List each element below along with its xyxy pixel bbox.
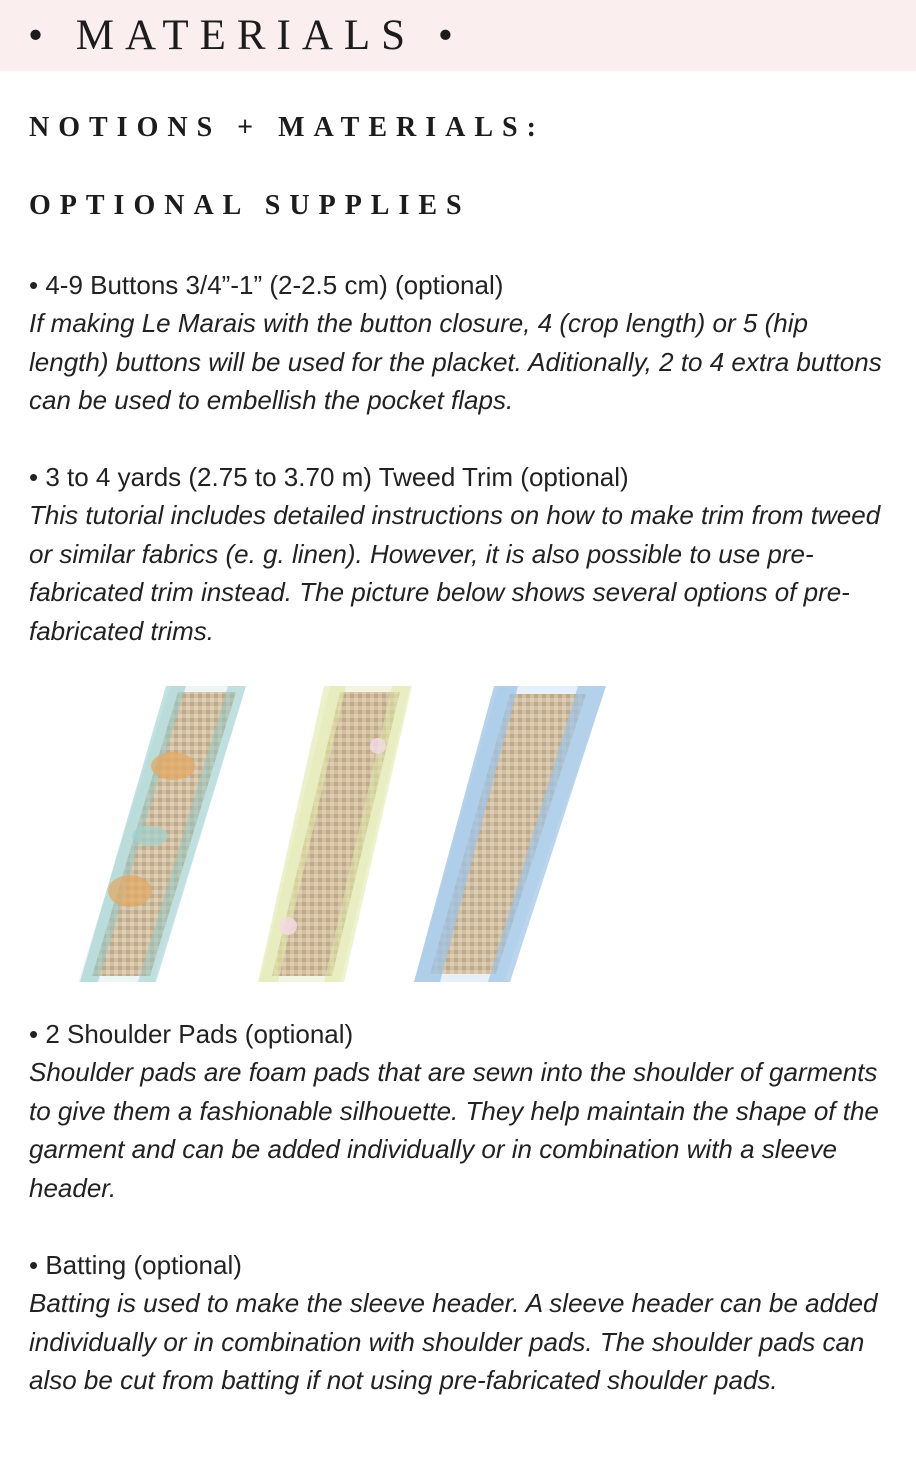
trim-sample-blue	[414, 686, 606, 982]
item-title: • Batting (optional)	[29, 1250, 242, 1280]
section-banner	[0, 0, 916, 71]
list-item-shoulder-pads	[29, 1015, 889, 1207]
item-description: Batting is used to make the sleeve header. A sleeve header can be added individually or in combination with shoulder pads. The shoulder pads can also be cut from batting if not using pre-fabricated shoulder pads.	[29, 1288, 878, 1395]
banner-title: • MATERIALS •	[28, 12, 464, 59]
item-description: If making Le Marais with the button closure, 4 (crop length) or 5 (hip length) buttons will be used for the placket. Aditionally, 2 to 4 extra buttons can be used to embellish the pocket flaps.	[29, 308, 882, 415]
list-item-buttons	[29, 266, 889, 420]
list-item-tweed-trim	[29, 458, 889, 650]
item-title: • 2 Shoulder Pads (optional)	[29, 1019, 354, 1049]
trim-sample-pastel	[258, 686, 412, 982]
item-description: Shoulder pads are foam pads that are sewn into the shoulder of garments to give them a fashionable silhouette. They help maintain the shape of the garment and can be added individually or in combination with a sleeve header.	[29, 1057, 879, 1203]
list-item-batting	[29, 1246, 889, 1400]
trim-sample-multicolor	[78, 686, 246, 982]
item-description: This tutorial includes detailed instructions on how to make trim from tweed or similar fabrics (e. g. linen). However, it is also possible to use pre-fabricated trim instead. The picture below shows several options of pre-fabricated trims.	[29, 500, 881, 646]
optional-supplies-heading: OPTIONAL SUPPLIES	[29, 190, 471, 221]
item-title: • 3 to 4 yards (2.75 to 3.70 m) Tweed Trim (optional)	[29, 462, 629, 492]
notions-heading: NOTIONS + MATERIALS:	[29, 112, 545, 143]
item-title: • 4-9 Buttons 3/4”-1” (2-2.5 cm) (optional)	[29, 270, 504, 300]
trim-samples-image	[78, 686, 618, 982]
